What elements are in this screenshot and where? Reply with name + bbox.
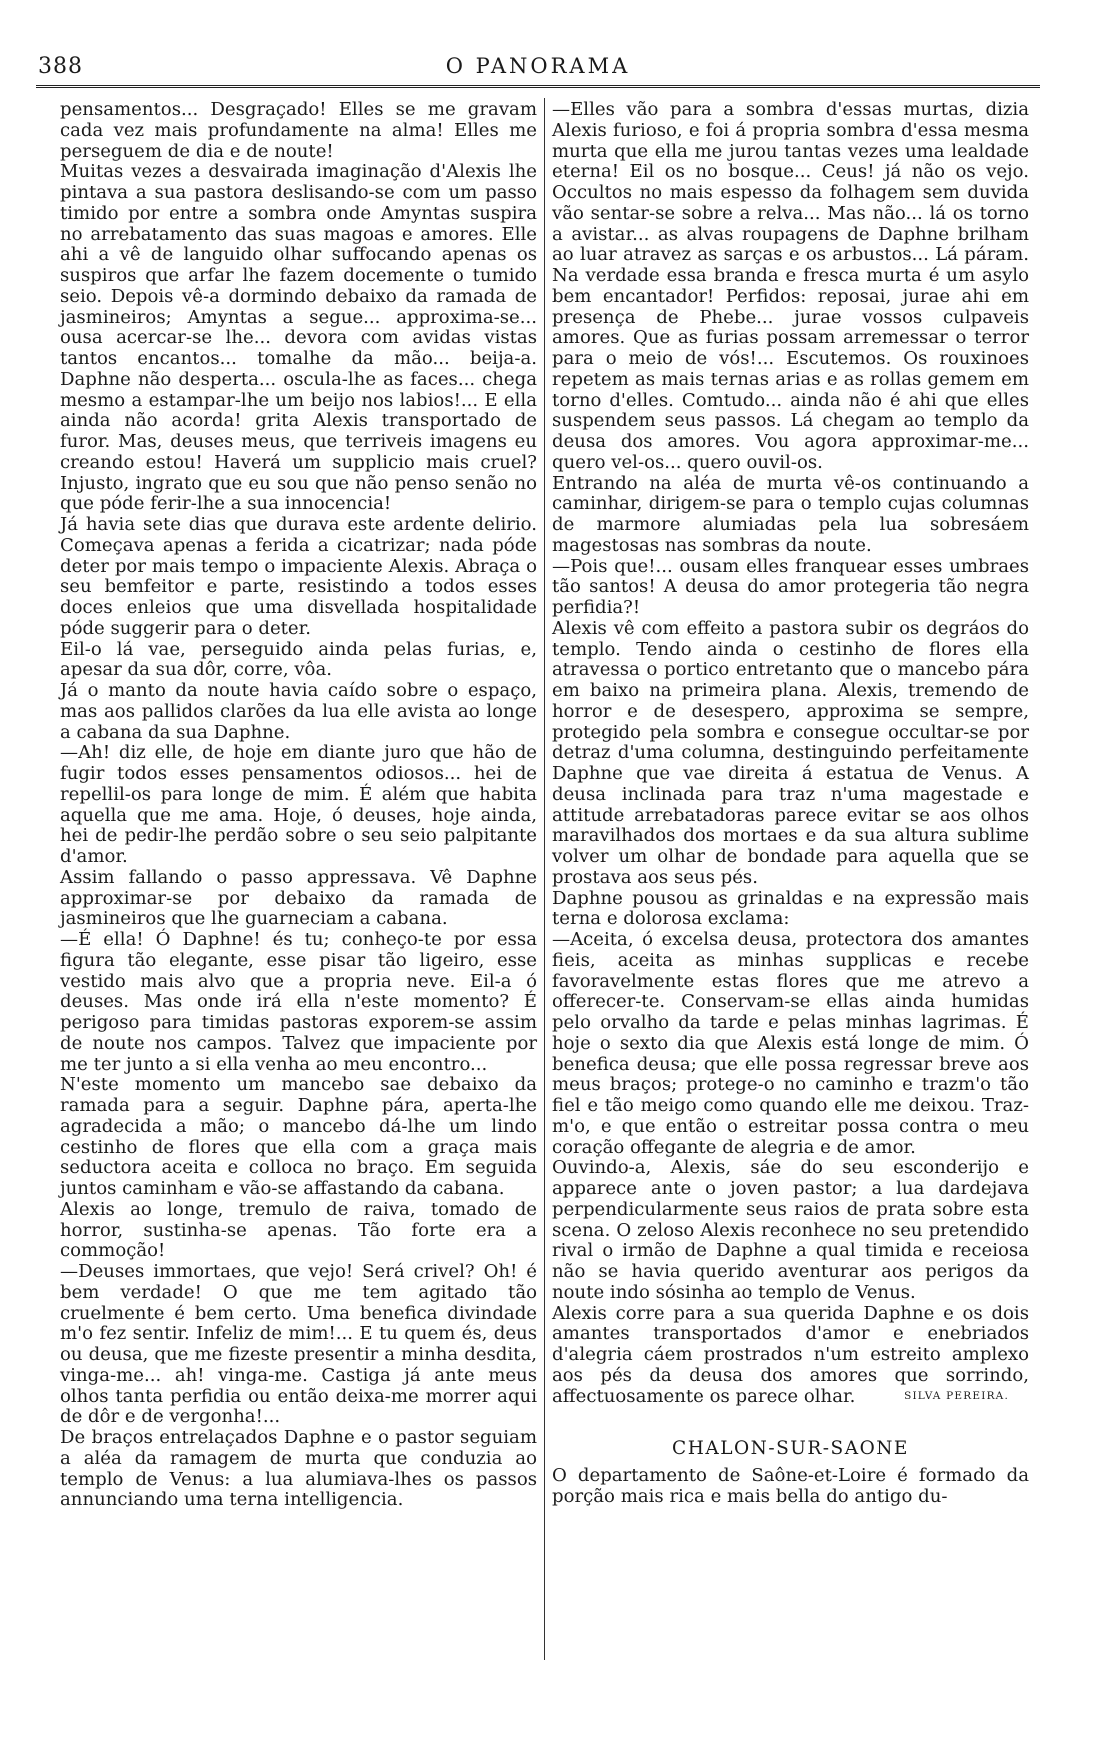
paragraph: Assim fallando o passo appressava. Vê Daphne approximar-se por debaixo da ramada de jasmineiros que lhe guarneciam a cabana. (60, 866, 537, 930)
paragraph: Alexis ao longe, tremulo de raiva, tomado de horror, sustinha-se apenas. Tão forte era a commoção! (60, 1198, 537, 1262)
page-number: 388 (38, 54, 83, 79)
paragraph: Daphne pousou as grinaldas e na expressão mais terna e dolorosa exclama: (552, 887, 1029, 930)
page-title: O PANORAMA (445, 54, 631, 78)
paragraph: Alexis vê com effeito a pastora subir os degráos do templo. Tendo ainda o cestinho de flores ella atravessa o portico entretanto que o mancebo pára em baixo na primeira plana. Alexis, tremendo de horror e de desespero, approxima se sempre, protegido pela sombra e consegue occultar-se por detraz d'uma columna, destinguindo perfeitamente Daphne que vae direita á estatua de Venus. A deusa inclinada para traz n'uma magestade e attitude arrebatadoras parece evitar se aos olhos maravilhados dos mortaes e da sua altura sublime volver um olhar de bondade para aquella que se prostava aos seus pés. (552, 617, 1029, 888)
paragraph: Muitas vezes a desvairada imaginação d'Alexis lhe pintava a sua pastora deslisando-se com um passo timido por entre a sombra onde Amyntas suspira no arrebatamento das suas magoas e amores. Elle ahi a vê de languido olhar suffocando apenas os suspiros que arfar lhe fazem docemente o tumido seio. Depois vê-a dormindo debaixo da ramada de jasmineiros; Amyntas a segue... approxima-se... ousa acercar-se lhe... devora com avidas vistas tantos encantos... tomalhe da mão... beija-a. Daphne não desperta... oscula-lhe as faces... chega mesmo a estampar-lhe um beijo nos labios!... E ella ainda não acorda! grita Alexis transportado de furor. Mas, deuses meus, que terriveis imagens eu creando estou! Haverá um supplicio mais cruel? Injusto, ingrato que eu sou que não penso senão no que póde ferir-lhe a sua innocencia! (60, 161, 537, 515)
paragraph: —É ella! Ó Daphne! és tu; conheço-te por essa figura tão elegante, esse pisar tão ligeiro, esse vestido mais alvo que a propria neve. Eil-a ó deuses. Mas onde irá ella n'este momento? É perigoso para timidas pastoras exporem-se assim de noute nos campos. Talvez que impaciente por me ter junto a si ella venha ao meu encontro... (60, 929, 537, 1075)
paragraph: —Elles vão para a sombra d'essas murtas, dizia Alexis furioso, e foi á propria sombra d'essa mesma murta que ella me jurou tantas vezes uma lealdade eterna! Eil os no bosque... Ceus! já não os vejo. Occultos no mais espesso da folhagem sem duvida vão sentar-se sobre a relva... Mas não... lá os torno a avistar... as alvas roupagens de Daphne brilham ao luar atravez as sarças e os arbustos... Lá páram. Na verdade essa branda e fresca murta é um asylo bem encantador! Perfidos: reposai, jurae ahi em presença de Phebe... jurae vossos culpaveis amores. Que as furias possam arremessar o terror para o meio de vós!... Escutemos. Os rouxinoes repetem as mais ternas arias e as rollas gemem em torno d'elles. Comtudo... ainda não é ahi que elles suspendem seus passos. Lá chegam ao templo da deusa dos amores. Vou agora approximar-me... quero vel-os... quero ouvil-os. (552, 99, 1029, 473)
paragraph: —Pois que!... ousam elles franquear esses umbraes tão santos! A deusa do amor protegeria tão negra perfidia?! (552, 555, 1029, 618)
paragraph: Entrando na aléa de murta vê-os continuando a caminhar, dirigem-se para o templo cujas columnas de marmore alumiadas pela lua sobresáem magestosas nas sombras da noute. (552, 472, 1029, 556)
author-signature: SILVA PEREIRA. (904, 1389, 1009, 1402)
column-divider (544, 98, 545, 1660)
paragraph: —Ah! diz elle, de hoje em diante juro que hão de fugir todos esses pensamentos odiosos... hei de repellil-os para longe de mim. É além que habita aquella que me ama. Hoje, ó deuses, hoje ainda, hei de pedir-lhe perdão sobre o seu seio palpitante d'amor. (60, 742, 537, 867)
paragraph: —Deuses immortaes, que vejo! Será crivel? Oh! é bem verdade! O que me tem agitado tão cruelmente é bem certo. Uma benefica divindade m'o fez sentir. Infeliz de mim!... E tu quem és, deus ou deusa, que me fizeste presentir a minha desdita, vinga-me... ah! vinga-me. Castiga já ante meus olhos tanta perfidia ou então deixa-me morrer aqui de dôr e de vergonha!... (60, 1261, 537, 1428)
final-paragraph (552, 1304, 1029, 1408)
section-heading: CHALON-SUR-SAONE (672, 1438, 909, 1460)
paragraph: Ouvindo-a, Alexis, sáe do seu esconderijo e apparece ante o joven pastor; a lua dardejava perpendicularmente seus raios de prata sobre esta scena. O zeloso Alexis reconhece no seu pretendido rival o irmão de Daphne a qual timida e receiosa não se havia querido aventurar aos perigos da noute indo sósinha ao templo de Venus. (552, 1157, 1029, 1303)
left-column (60, 100, 537, 1511)
paragraph: De braços entrelaçados Daphne e o pastor seguiam a aléa da ramagem de murta que conduzia ao templo de Venus: a lua alumiava-lhes os passos annunciando uma terna intelligencia. (60, 1427, 537, 1511)
paragraph: pensamentos... Desgraçado! Elles se me gravam cada vez mais profundamente na alma! Elles me perseguem de dia e de noute! (60, 99, 537, 162)
header-rule (36, 85, 1040, 88)
paragraph: —Aceita, ó excelsa deusa, protectora dos amantes fieis, aceita as minhas supplicas e recebe favoravelmente estas flores que me atrevo a offerecer-te. Conservam-se ellas ainda humidas pelo orvalho da tarde e pelas minhas lagrimas. É hoje o sexto dia que Alexis está longe de mim. Ó benefica deusa; que elle possa regressar breve aos meus braços; protege-o no caminho e trazm'o tão fiel e tão meigo como quando elle me deixou. Traz-m'o, e que então o estreitar possa contra o meu coração offegante de alegria e de amor. (552, 929, 1029, 1158)
paragraph: Já o manto da noute havia caído sobre o espaço, mas aos pallidos clarões da lua elle avista ao longe a cabana da sua Daphne. (60, 680, 537, 743)
section-paragraph: O departamento de Saône-et-Loire é formado da porção mais rica e mais bella do antigo du- (552, 1465, 1029, 1507)
final-paragraph-text: Alexis corre para a sua querida Daphne e os dois amantes transportados d'amor e enebriados d'alegria cáem prostrados n'um estreito amplexo aos pés da deusa dos amores que sorrindo, affectuosamente os parece olhar. (552, 1302, 1029, 1407)
paragraph: Eil-o lá vae, perseguido ainda pelas furias, e, apesar da sua dôr, corre, vôa. (60, 638, 537, 681)
paragraph: N'este momento um mancebo sae debaixo da ramada para a seguir. Daphne pára, aperta-lhe agradecida a mão; o mancebo dá-lhe um lindo cestinho de flores que ella com a graça mais seductora aceita e colloca no braço. Em seguida juntos caminham e vão-se affastando da cabana. (60, 1074, 537, 1199)
right-column (552, 100, 1029, 1508)
paragraph: Já havia sete dias que durava este ardente delirio. Começava apenas a ferida a cicatrizar; nada póde deter por mais tempo o impaciente Alexis. Abraça o seu bemfeitor e parte, resistindo a todos esses doces enleios que uma disvellada hospitalidade póde suggerir para o deter. (60, 514, 537, 639)
